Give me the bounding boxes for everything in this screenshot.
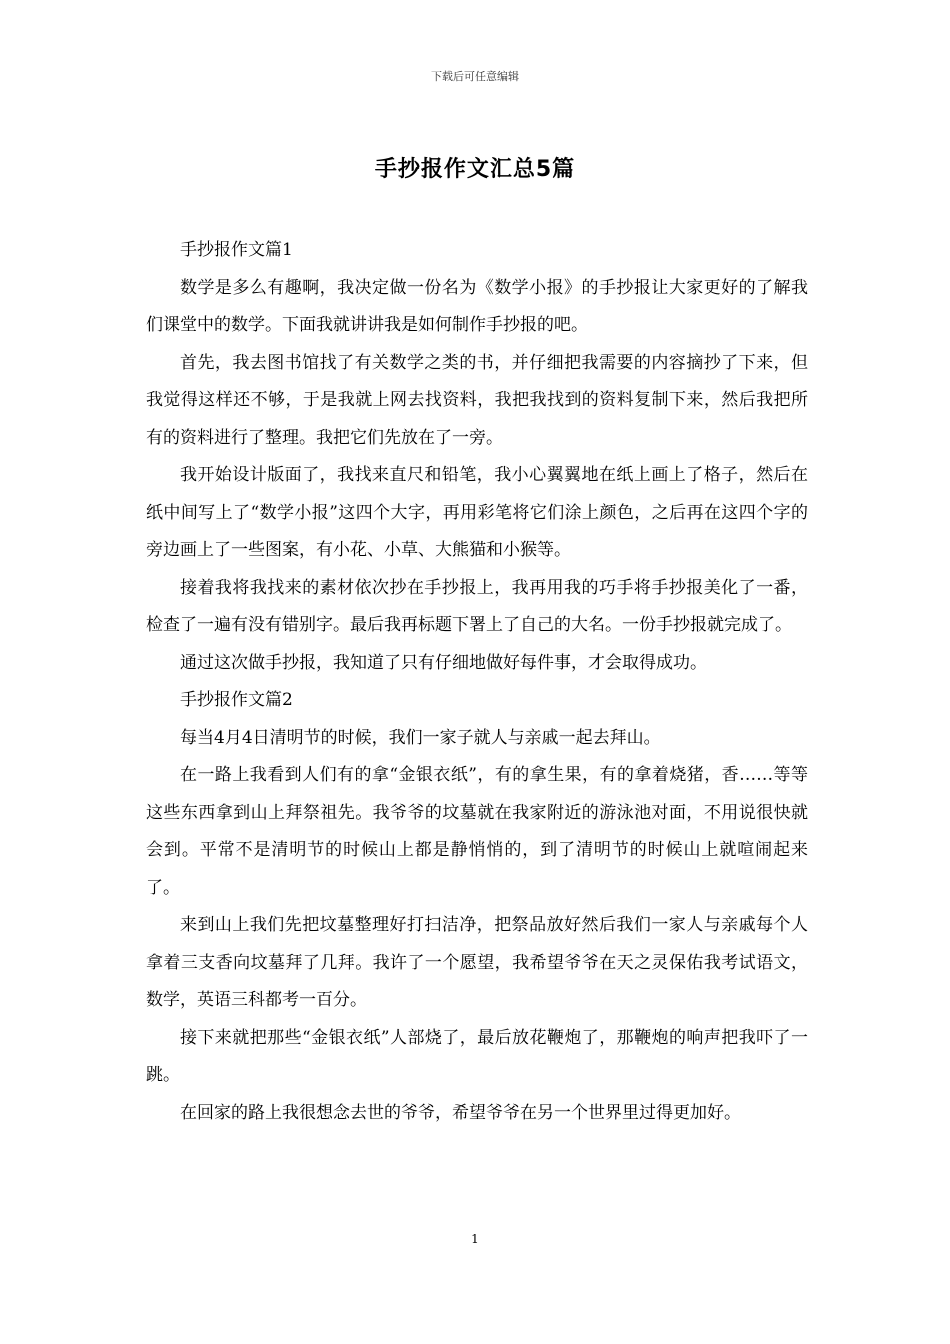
paragraph: 数学是多么有趣啊，我决定做一份名为《数学小报》的手抄报让大家更好的了解我们课堂中的数学。下面我就讲讲我是如何制作手抄报的吧。 <box>146 277 808 335</box>
document-body <box>146 232 808 1132</box>
paragraph: 接下来就把那些“金银衣纸”人部烧了，最后放花鞭炮了，那鞭炮的响声把我吓了一跳。 <box>146 1027 808 1085</box>
page-header-note: 下载后可任意编辑 <box>431 70 519 83</box>
document-title: 手抄报作文汇总5篇 <box>374 157 576 182</box>
section-heading-1: 手抄报作文篇1 <box>180 240 293 260</box>
paragraph: 接着我将我找来的素材依次抄在手抄报上，我再用我的巧手将手抄报美化了一番，检查了一遍有没有错别字。最后我再标题下署上了自己的大名。一份手抄报就完成了。 <box>146 577 808 635</box>
paragraph: 在一路上我看到人们有的拿“金银衣纸”，有的拿生果，有的拿着烧猪，香……等等这些东西拿到山上拜祭祖先。我爷爷的坟墓就在我家附近的游泳池对面，不用说很快就会到。平常不是清明节的时候山上都是静悄悄的，到了清明节的时候山上就喧闹起来了。 <box>146 765 808 898</box>
paragraph: 通过这次做手抄报，我知道了只有仔细地做好每件事，才会取得成功。 <box>180 652 707 673</box>
paragraph: 每当4月4日清明节的时候，我们一家子就人与亲戚一起去拜山。 <box>180 727 661 748</box>
paragraph: 我开始设计版面了，我找来直尺和铅笔，我小心翼翼地在纸上画上了格子，然后在纸中间写上了“数学小报”这四个大字，再用彩笔将它们涂上颜色，之后再在这四个字的旁边画上了一些图案，有小花、小草、大熊猫和小猴等。 <box>146 465 808 560</box>
paragraph: 首先，我去图书馆找了有关数学之类的书，并仔细把我需要的内容摘抄了下来，但我觉得这样还不够，于是我就上网去找资料，我把我找到的资料复制下来，然后我把所有的资料进行了整理。我把它们先放在了一旁。 <box>146 352 808 448</box>
page-number: 1 <box>471 1232 479 1246</box>
section-heading-2: 手抄报作文篇2 <box>180 690 293 710</box>
paragraph: 在回家的路上我很想念去世的爷爷，希望爷爷在另一个世界里过得更加好。 <box>180 1102 741 1123</box>
paragraph: 来到山上我们先把坟墓整理好打扫洁净，把祭品放好然后我们一家人与亲戚每个人拿着三支香向坟墓拜了几拜。我许了一个愿望，我希望爷爷在天之灵保佑我考试语文，数学，英语三科都考一百分。 <box>146 915 808 1010</box>
